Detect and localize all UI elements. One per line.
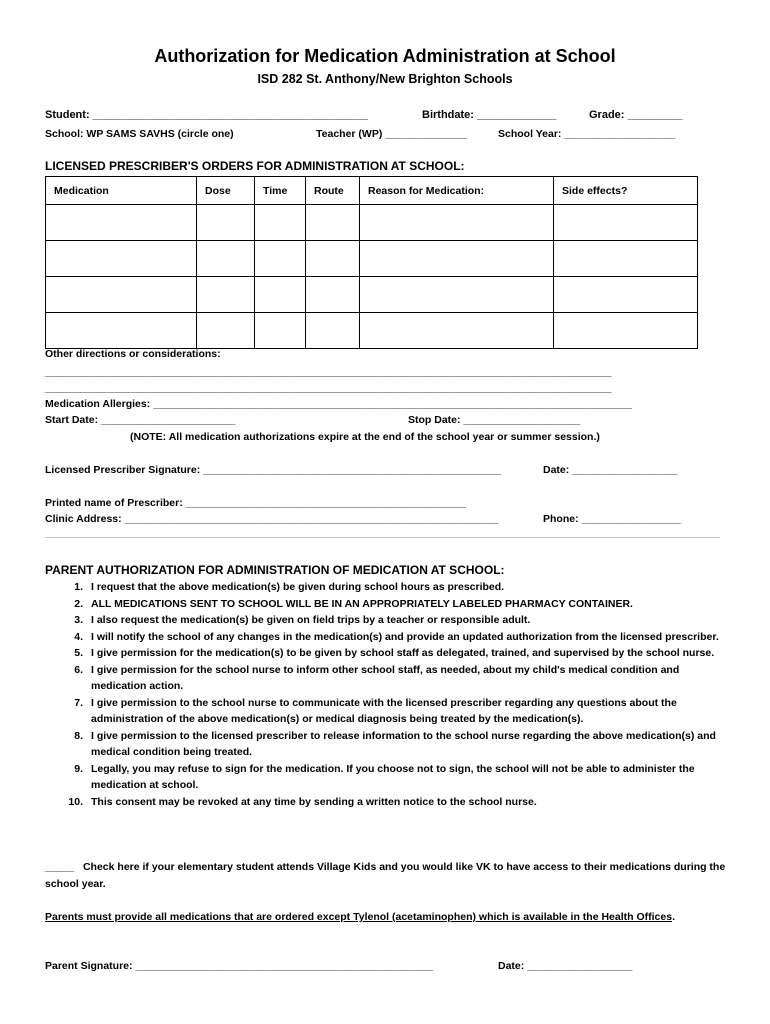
table-header-row — [46, 177, 698, 205]
prescriber-signature-field[interactable]: Licensed Prescriber Signature: ___________________________________________________ — [45, 464, 501, 476]
table-cell[interactable] — [360, 205, 554, 241]
clinic-address-field[interactable]: Clinic Address: ________________________________________________________________ — [45, 513, 499, 525]
col-route: Route — [306, 177, 360, 205]
expiration-note: (NOTE: All medication authorizations expire at the end of the school year or summer session.) — [130, 431, 600, 443]
grade-field[interactable]: Grade: _________ — [589, 109, 683, 121]
village-kids-text: Check here if your elementary student attends Village Kids and you would like VK to have access to their medications during the school year. — [45, 861, 726, 890]
prescriber-date-field[interactable]: Date: __________________ — [543, 464, 678, 476]
item-text: This consent may be revoked at any time by sending a written notice to the school nurse. — [91, 795, 537, 808]
medication-table — [45, 176, 698, 349]
other-directions-label: Other directions or considerations: — [45, 348, 221, 360]
item-number: 7. — [74, 696, 83, 709]
start-date-field[interactable]: Start Date: _______________________ — [45, 414, 236, 426]
col-time: Time — [255, 177, 306, 205]
teacher-field[interactable]: Teacher (WP) ______________ — [316, 128, 467, 140]
stop-date-field[interactable]: Stop Date: ____________________ — [408, 414, 581, 426]
table-cell[interactable] — [306, 241, 360, 277]
village-kids-paragraph — [45, 859, 735, 893]
table-cell[interactable] — [46, 241, 197, 277]
item-number: 3. — [74, 614, 83, 626]
prescriber-heading: LICENSED PRESCRIBER'S ORDERS FOR ADMINISTRATION AT SCHOOL: — [45, 159, 465, 173]
col-side-effects: Side effects? — [554, 177, 698, 205]
parent-heading: PARENT AUTHORIZATION FOR ADMINISTRATION OF MEDICATION AT SCHOOL: — [45, 563, 505, 577]
table-cell[interactable] — [360, 277, 554, 313]
table-cell[interactable] — [360, 241, 554, 277]
col-medication: Medication — [46, 177, 197, 205]
list-item — [45, 629, 735, 646]
item-number: 9. — [74, 762, 83, 775]
item-number: 5. — [74, 647, 83, 659]
item-text: I request that the above medication(s) be given during school hours as prescribed. — [91, 581, 505, 593]
table-row — [46, 277, 698, 313]
authorization-list — [45, 579, 735, 810]
table-cell[interactable] — [554, 277, 698, 313]
table-cell[interactable] — [46, 313, 197, 349]
item-text: I give permission to the licensed prescriber to release information to the school nurse regarding the above medication(s) and medical condition being treated. — [91, 729, 716, 758]
page-subtitle: ISD 282 St. Anthony/New Brighton Schools — [257, 72, 513, 86]
school-year-field[interactable]: School Year: ___________________ — [498, 128, 676, 140]
item-text: ALL MEDICATIONS SENT TO SCHOOL WILL BE IN AN APPROPRIATELY LABELED PHARMACY CONTAINER. — [91, 597, 633, 610]
item-number: 4. — [74, 630, 83, 643]
col-dose: Dose — [197, 177, 255, 205]
table-cell[interactable] — [197, 277, 255, 313]
phone-field[interactable]: Phone: _________________ — [543, 513, 681, 525]
item-number: 10. — [68, 795, 83, 808]
page-title: Authorization for Medication Administration at School — [154, 46, 616, 66]
table-cell[interactable] — [554, 241, 698, 277]
item-text: I give permission to the school nurse to communicate with the licensed prescriber regarding any questions about the administration of the above medication(s) or medical diagnosis being treated by the medication(s). — [91, 696, 677, 725]
other-directions-line-1[interactable]: _________________________________________________________________________________________________ — [45, 366, 612, 378]
item-number: 6. — [74, 663, 83, 676]
section-divider — [45, 537, 720, 538]
list-item — [45, 761, 735, 794]
school-field[interactable]: School: WP SAMS SAVHS (circle one) — [45, 128, 234, 140]
list-item — [45, 662, 735, 695]
table-row — [46, 205, 698, 241]
other-directions-line-2[interactable]: _________________________________________________________________________________________________ — [45, 382, 612, 394]
item-number: 1. — [74, 581, 83, 593]
list-item — [45, 596, 735, 613]
table-cell[interactable] — [46, 205, 197, 241]
item-number: 8. — [74, 729, 83, 742]
table-cell[interactable] — [306, 277, 360, 313]
item-number: 2. — [74, 597, 83, 610]
table-cell[interactable] — [306, 313, 360, 349]
parent-signature-field[interactable]: Parent Signature: ___________________________________________________ — [45, 960, 434, 972]
table-cell[interactable] — [554, 205, 698, 241]
item-text: Legally, you may refuse to sign for the medication. If you choose not to sign, the school will not be able to administer the medication at school. — [91, 762, 695, 791]
table-cell[interactable] — [255, 241, 306, 277]
birthdate-field[interactable]: Birthdate: _____________ — [422, 109, 557, 121]
table-cell[interactable] — [46, 277, 197, 313]
table-cell[interactable] — [554, 313, 698, 349]
item-text: I give permission for the school nurse to inform other school staff, as needed, about my child's medical condition and medication action. — [91, 663, 680, 692]
parent-date-field[interactable]: Date: __________________ — [498, 960, 633, 972]
allergies-field[interactable]: Medication Allergies: __________________________________________________________________________________ — [45, 398, 632, 410]
col-reason: Reason for Medication: — [360, 177, 554, 205]
table-cell[interactable] — [360, 313, 554, 349]
prescriber-name-field[interactable]: Printed name of Prescriber: ________________________________________________ — [45, 497, 466, 509]
list-item — [45, 728, 735, 761]
list-item — [45, 645, 735, 662]
list-item — [45, 695, 735, 728]
table-row — [46, 313, 698, 349]
list-item — [45, 794, 735, 811]
village-kids-checkbox[interactable]: _____ — [45, 861, 75, 873]
table-cell[interactable] — [255, 277, 306, 313]
table-cell[interactable] — [197, 205, 255, 241]
table-cell[interactable] — [255, 205, 306, 241]
tylenol-period: . — [672, 911, 675, 923]
student-field[interactable]: Student: _____________________________________________ — [45, 109, 368, 121]
table-cell[interactable] — [306, 205, 360, 241]
tylenol-note: Parents must provide all medications that are ordered except Tylenol (acetaminophen) which is available in the Health Offices — [45, 911, 673, 923]
table-cell[interactable] — [197, 313, 255, 349]
table-cell[interactable] — [197, 241, 255, 277]
table-cell[interactable] — [255, 313, 306, 349]
tylenol-paragraph — [45, 909, 715, 926]
item-text: I give permission for the medication(s) to be given by school staff as delegated, trained, and supervised by the school nurse. — [91, 647, 715, 659]
table-row — [46, 241, 698, 277]
list-item — [45, 579, 735, 596]
list-item — [45, 612, 735, 629]
item-text: I will notify the school of any changes in the medication(s) and provide an updated authorization from the licensed prescriber. — [91, 630, 719, 643]
item-text: I also request the medication(s) be given on field trips by a teacher or responsible adult. — [91, 614, 531, 626]
